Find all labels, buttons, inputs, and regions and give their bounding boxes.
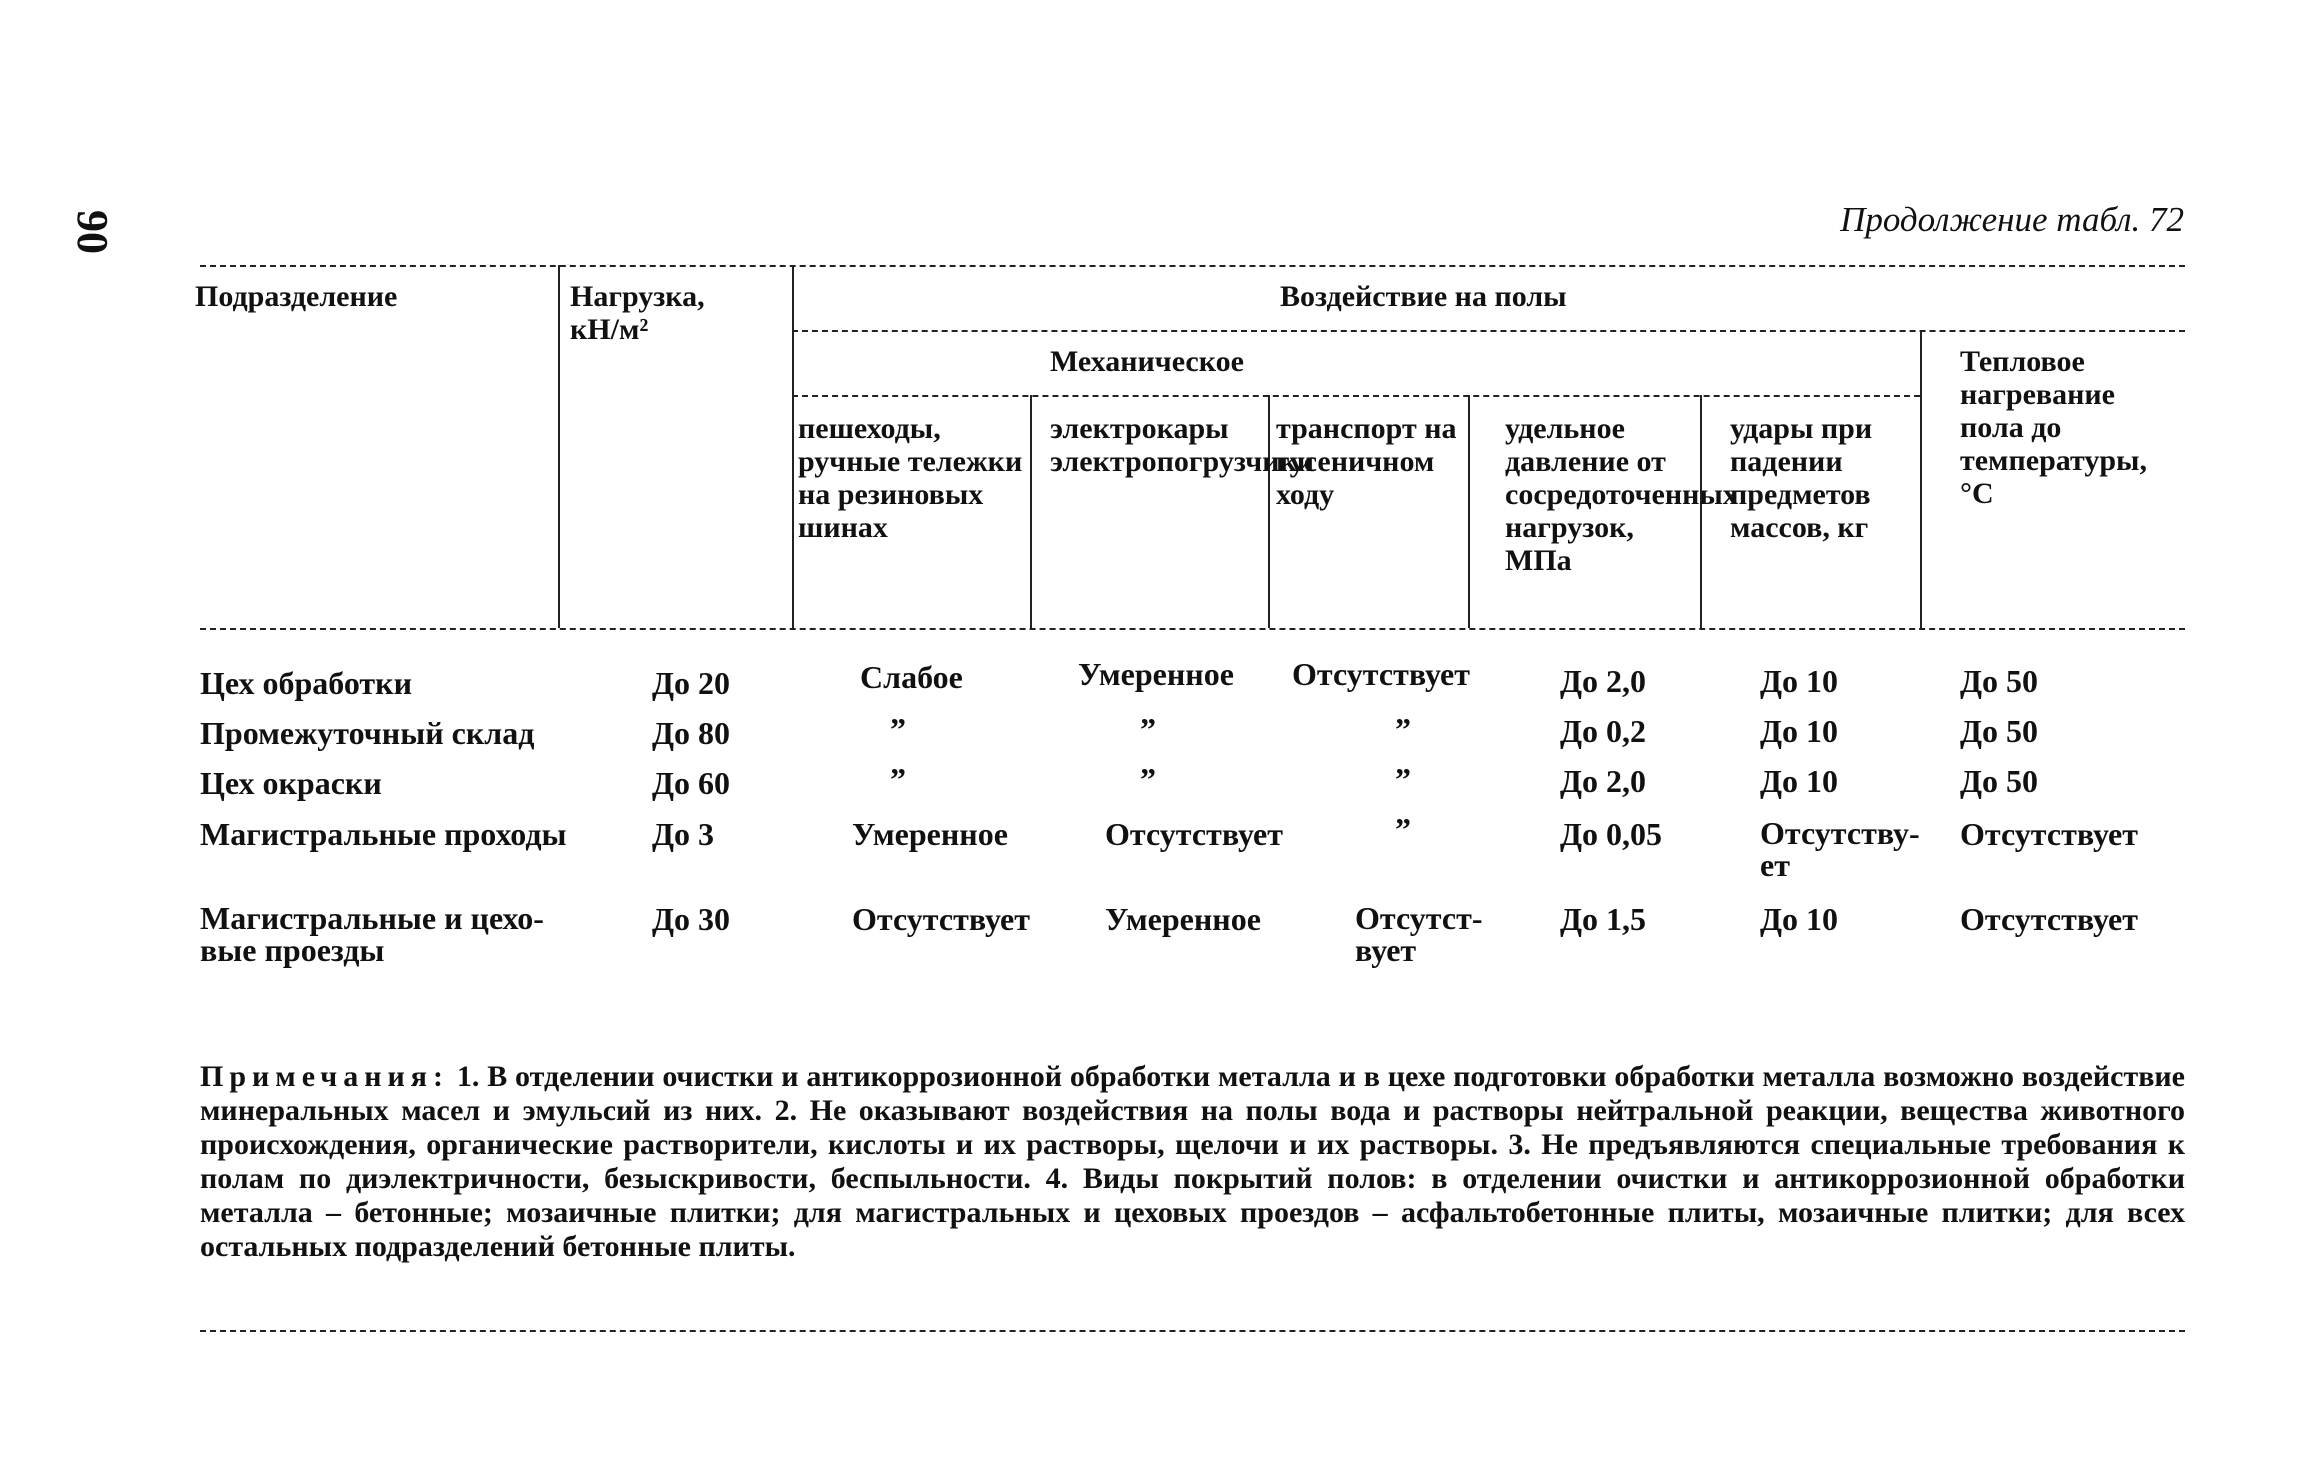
header-falling-impacts: удары при падении предметов массов, кг: [1730, 412, 1873, 544]
row-3-tracked: ”: [1395, 761, 1411, 797]
row-5-impacts: До 10: [1760, 901, 1839, 937]
col-divider-1: [558, 265, 560, 628]
row-1-impacts: До 10: [1760, 663, 1839, 699]
col-divider-3: [1030, 395, 1032, 628]
header-mechanical: Механическое: [1050, 345, 1244, 378]
table-top-rule: [200, 265, 2185, 267]
row-4-electrocars: Отсутствует: [1105, 816, 1283, 852]
row-4-impacts: Отсутству- ет: [1760, 815, 1920, 883]
mechanical-header-rule: [792, 395, 1920, 397]
header-specific-pressure: удельное давление от сосредоточенных нагрузок, МПа: [1505, 412, 1738, 577]
table-end-rule: [200, 1330, 2185, 1332]
col-divider-7: [1920, 330, 1922, 628]
header-division: Подразделение: [195, 280, 398, 313]
row-1-electrocars: Умеренное: [1078, 656, 1234, 692]
row-1-pedestrians: Слабое: [860, 659, 963, 695]
row-5-electrocars: Умеренное: [1105, 901, 1261, 937]
header-load: Нагрузка, кН/м²: [570, 280, 705, 346]
notes-label: Примечания:: [200, 1060, 450, 1093]
row-5-tracked: Отсутст- вует: [1355, 900, 1483, 968]
row-3-pedestrians: ”: [890, 761, 906, 797]
row-3-electrocars: ”: [1140, 761, 1156, 797]
header-bottom-rule: [200, 628, 2185, 630]
row-4-division: Магистральные проходы: [200, 816, 567, 852]
row-4-pedestrians: Умеренное: [852, 816, 1008, 852]
col-divider-2: [792, 265, 794, 628]
row-5-thermal: Отсутствует: [1960, 901, 2138, 937]
header-impact: Воздействие на полы: [1280, 280, 1567, 313]
row-4-pressure: До 0,05: [1560, 816, 1663, 852]
row-2-electrocars: ”: [1140, 711, 1156, 747]
row-3-division: Цех окраски: [200, 765, 382, 801]
row-3-pressure: До 2,0: [1560, 763, 1647, 799]
row-3-thermal: До 50: [1960, 763, 2039, 799]
row-3-impacts: До 10: [1760, 763, 1839, 799]
impact-header-rule: [792, 330, 2185, 332]
row-2-impacts: До 10: [1760, 713, 1839, 749]
row-4-tracked: ”: [1395, 811, 1411, 847]
row-2-tracked: ”: [1395, 711, 1411, 747]
header-electrocars: электрокары электропогрузчики: [1050, 412, 1315, 478]
row-4-thermal: Отсутствует: [1960, 816, 2138, 852]
row-5-load: До 30: [652, 901, 731, 937]
row-1-tracked: Отсутствует: [1292, 656, 1470, 692]
col-divider-4: [1268, 395, 1270, 628]
col-divider-6: [1700, 395, 1702, 628]
header-pedestrians: пешеходы, ручные тележки на резиновых шинах: [798, 412, 1023, 544]
notes-text: 1. В отделении очистки и антикоррозионной обработки металла и в цехе подготовки обработки металла возможно воздействие минеральных масел и эмульсий из них. 2. Не оказывают воздействия на полы вода и растворы нейтральной реакции, вещества животного происхождения, органические растворители, кислоты и их растворы, щелочи и их растворы. 3. Не предъявляются специальные требования к полам по диэлектричности, безыскривости, беспыльности. 4. Виды покрытий полов: в отделении очистки и антикоррозионной обработки металла – бетонные; мозаичные плитки; для магистральных и цеховых проездов – асфальтобетонные плиты, мозаичные плитки; для всех остальных подразделений бетонные плиты.: [200, 1060, 2185, 1263]
row-2-pressure: До 0,2: [1560, 713, 1647, 749]
row-4-load: До 3: [652, 816, 715, 852]
row-2-thermal: До 50: [1960, 713, 2039, 749]
header-tracked-transport: транспорт на гусеничном ходу: [1276, 412, 1457, 511]
row-5-division: Магистральные и цехо- вые проезды: [200, 900, 544, 968]
row-5-pressure: До 1,5: [1560, 901, 1647, 937]
row-2-pedestrians: ”: [890, 711, 906, 747]
row-5-pedestrians: Отсутствует: [852, 901, 1030, 937]
row-2-load: До 80: [652, 715, 731, 751]
col-divider-5: [1468, 395, 1470, 628]
row-3-load: До 60: [652, 765, 731, 801]
header-thermal: Тепловое нагревание пола до температуры, °С: [1960, 345, 2147, 510]
row-1-thermal: До 50: [1960, 663, 2039, 699]
row-2-division: Промежуточный склад: [200, 715, 535, 751]
page-number: 90: [68, 210, 117, 254]
table-notes: [200, 1060, 2185, 1264]
row-1-load: До 20: [652, 665, 731, 701]
row-1-pressure: До 2,0: [1560, 663, 1647, 699]
table-continuation-caption: Продолжение табл. 72: [1840, 200, 2184, 239]
row-1-division: Цех обработки: [200, 665, 412, 701]
